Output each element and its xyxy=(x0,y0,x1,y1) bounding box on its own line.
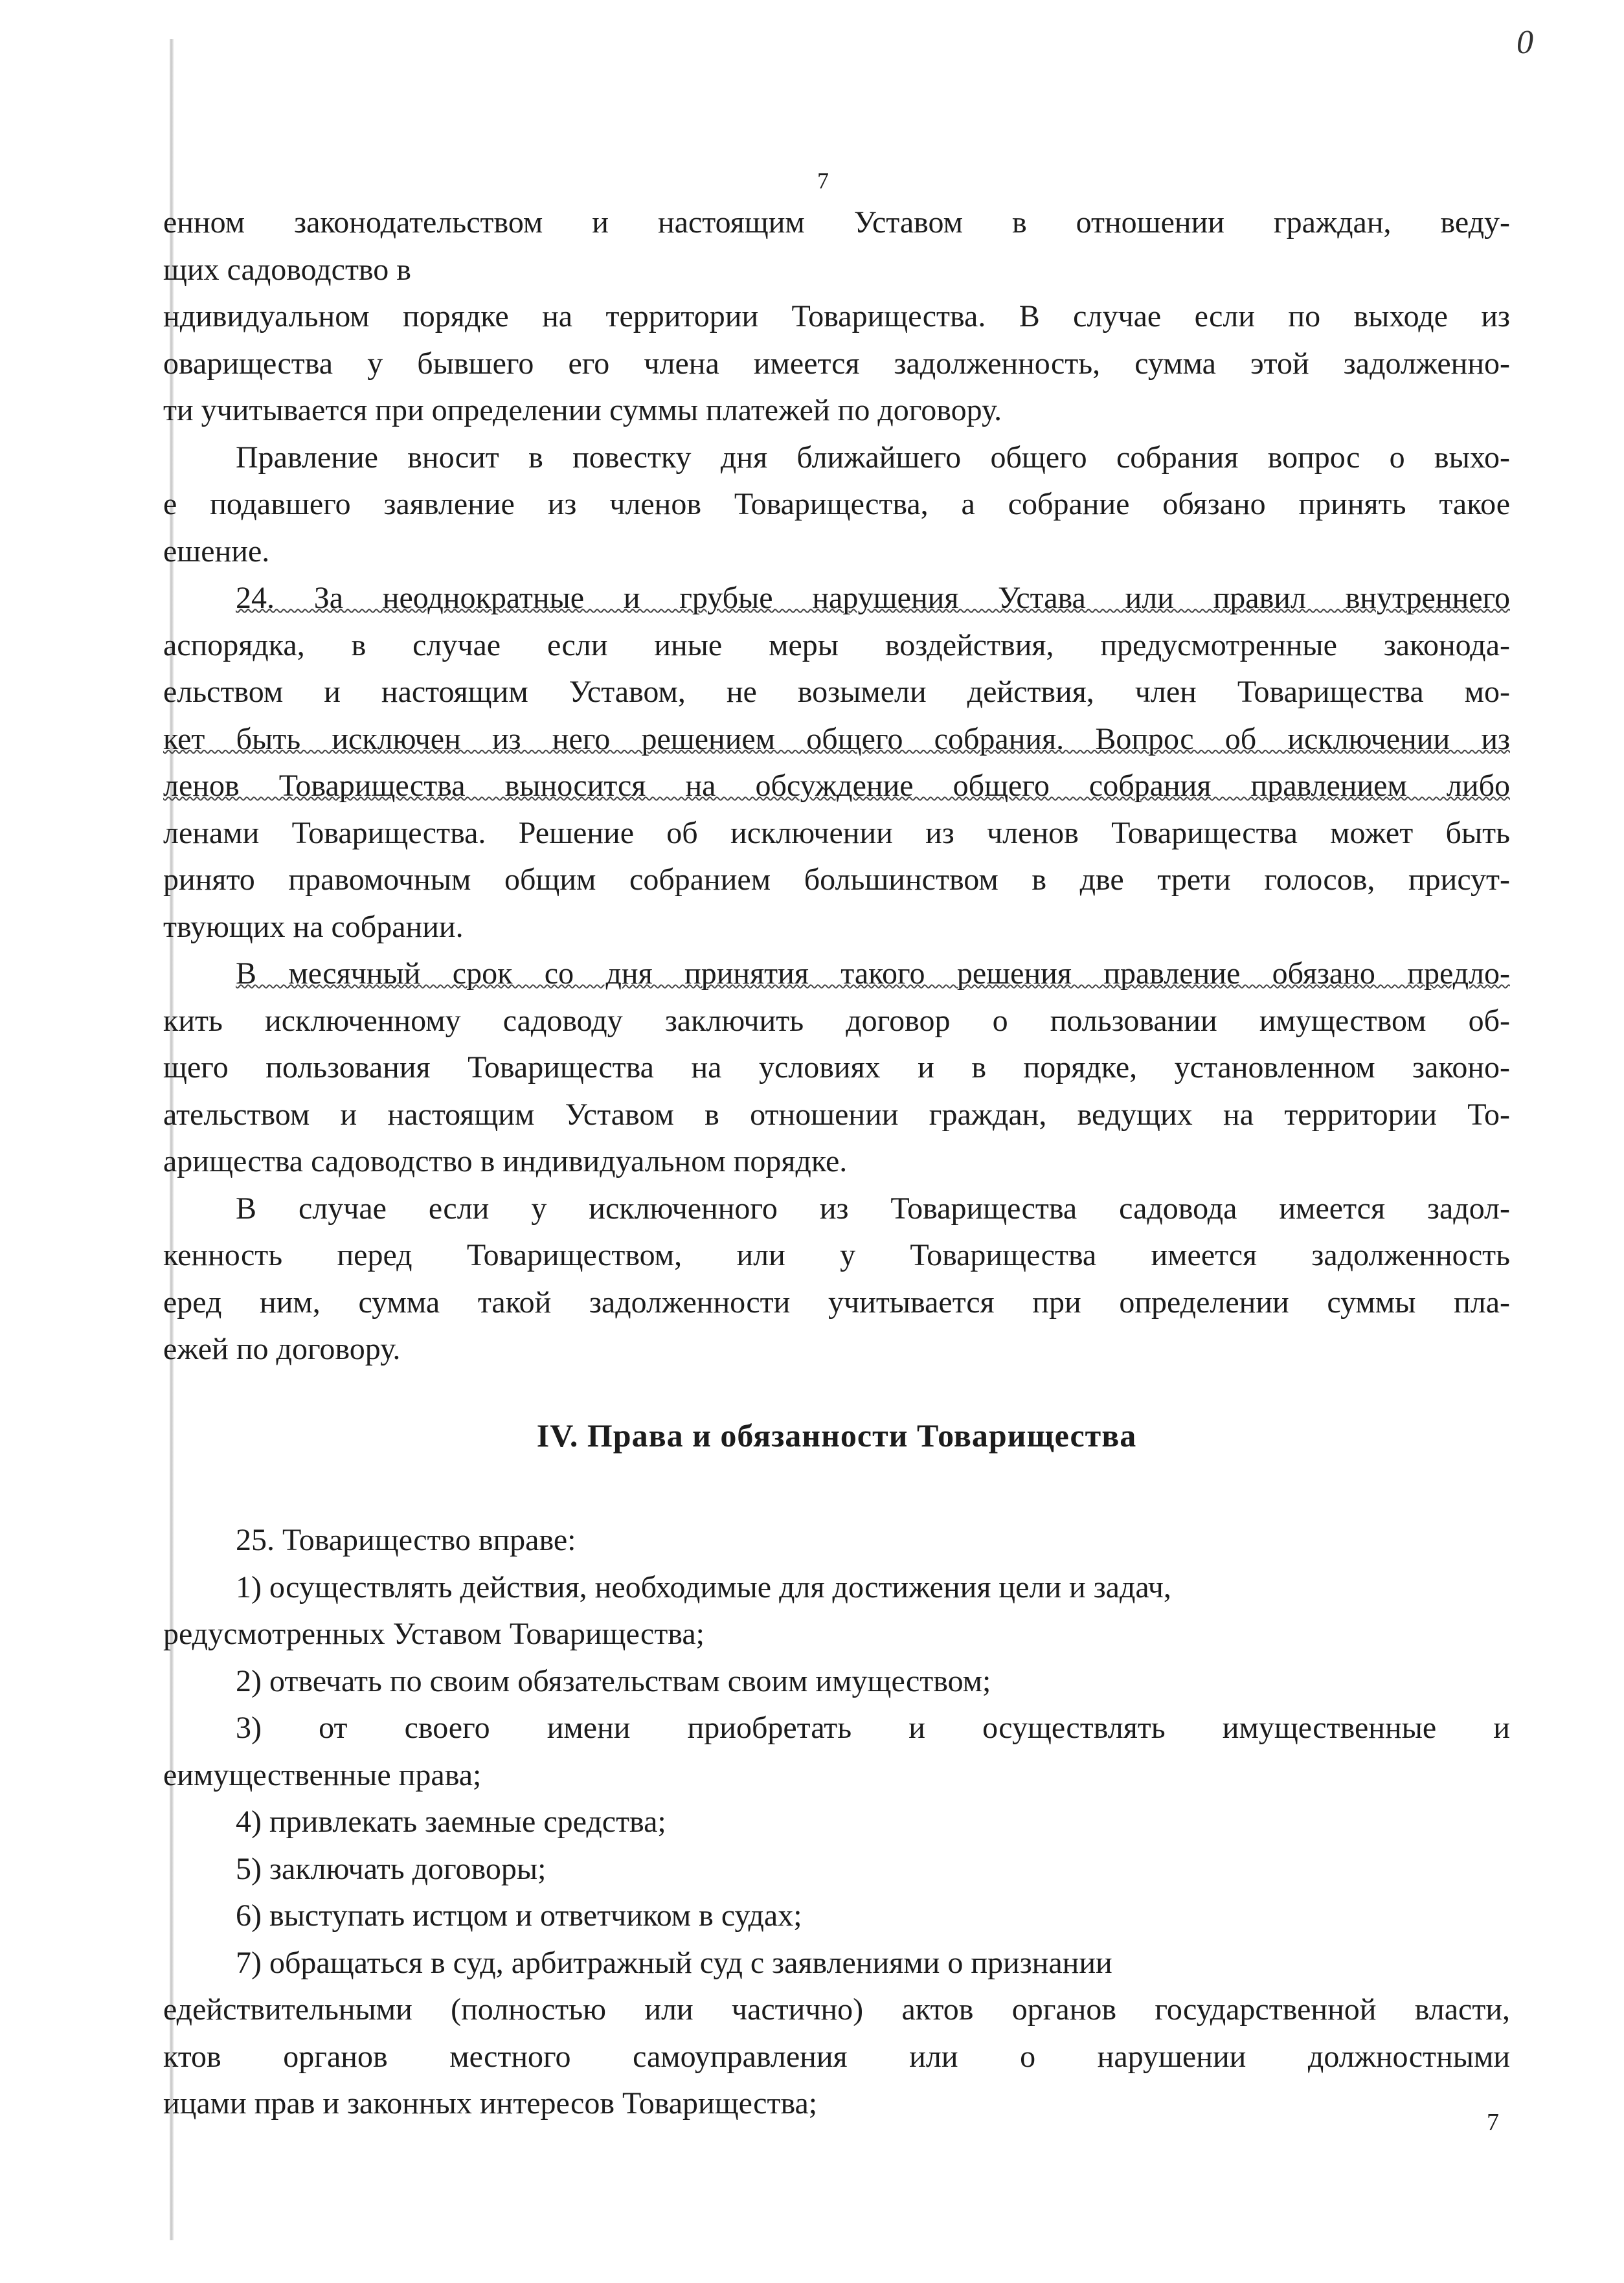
page-number-bottom: 7 xyxy=(1487,2109,1499,2136)
text-line: твующих на собрании. xyxy=(163,909,464,944)
list-item: 4) привлекать заемные средства; xyxy=(236,1805,666,1839)
text-line: аспорядка, в случае если иные меры воздействия, предусмотренные законода- xyxy=(163,627,1510,662)
text-line: ти учитывается при определении суммы платежей по договору. xyxy=(163,393,1002,427)
list-item: 1) осуществлять действия, необходимые для достижения цели и задач, xyxy=(236,1569,1171,1604)
text-line: ктов органов местного самоуправления или о нарушении должностными xyxy=(163,2039,1510,2074)
text-line: ельством и настоящим Уставом, не возымели действия, член Товарищества мо- xyxy=(163,675,1510,709)
text-line: ндивидуальном порядке на территории Товарищества. В случае если по выходе из xyxy=(163,299,1510,333)
text-line: еимущественные права; xyxy=(163,1757,482,1792)
text-line: ешение. xyxy=(163,534,270,568)
text-line-underlined: ленов Товарищества выносится на обсуждение общего собрания правлением либо xyxy=(163,769,1510,803)
list-item: 7) обращаться в суд, арбитражный суд с заявлениями о признании xyxy=(236,1945,1112,1980)
text-line-underlined: кет быть исключен из него решением общего собрания. Вопрос об исключении из xyxy=(163,721,1510,756)
corner-handwritten-mark: 0 xyxy=(1517,24,1533,61)
text-line-underlined: В месячный срок со дня принятия такого решения правление обязано предло- xyxy=(236,956,1510,991)
text-line: Правление вносит в повестку дня ближайшего общего собрания вопрос о выхо- xyxy=(236,440,1510,475)
text-line: ательством и настоящим Уставом в отношении граждан, ведущих на территории То- xyxy=(163,1097,1510,1132)
text-line: щего пользования Товарищества на условиях и в порядке, установленном законо- xyxy=(163,1050,1510,1085)
text-line: арищества садоводство в индивидуальном порядке. xyxy=(163,1144,848,1178)
text-line: кить исключенному садоводу заключить договор о пользовании имуществом об- xyxy=(163,1003,1510,1038)
text-line: едействительными (полностью или частично) актов органов государственной власти, xyxy=(163,1992,1510,2027)
list-item: 2) отвечать по своим обязательствам своим имуществом; xyxy=(236,1663,991,1698)
text-line: В случае если у исключенного из Товарищества садовода имеется задол- xyxy=(236,1191,1510,1226)
section-heading: IV. Права и обязанности Товарищества xyxy=(536,1417,1137,1454)
text-line: 25. Товарищество вправе: xyxy=(236,1523,576,1557)
text-line: е подавшего заявление из членов Товарищества, а собрание обязано принять такое xyxy=(163,487,1510,521)
text-line: кенность перед Товариществом, или у Товарищества имеется задолженность xyxy=(163,1238,1510,1272)
document-body xyxy=(163,199,1510,2128)
text-line: ленами Товарищества. Решение об исключении из членов Товарищества может быть xyxy=(163,815,1510,850)
list-item: 3) от своего имени приобретать и осуществлять имущественные и xyxy=(236,1711,1510,1745)
text-line: редусмотренных Уставом Товарищества; xyxy=(163,1617,705,1651)
list-item: 6) выступать истцом и ответчиком в судах; xyxy=(236,1898,802,1933)
text-line: енном законодательством и настоящим Уставом в отношении граждан, веду- xyxy=(163,205,1510,240)
text-line: оварищества у бывшего его члена имеется задолженность, сумма этой задолженно- xyxy=(163,346,1510,381)
page-number-top: 7 xyxy=(817,168,829,194)
text-line-underlined: 24. За неоднократные и грубые нарушения Устава или правил внутреннего xyxy=(236,581,1510,615)
text-line: еред ним, сумма такой задолженности учитывается при определении суммы пла- xyxy=(163,1285,1510,1320)
list-item: 5) заключать договоры; xyxy=(236,1851,547,1886)
text-line: ринято правомочным общим собранием большинством в две трети голосов, присут- xyxy=(163,862,1510,897)
text-line: щих садоводство в xyxy=(163,252,411,287)
text-line: ежей по договору. xyxy=(163,1332,401,1366)
text-line: ицами прав и законных интересов Товарищества; xyxy=(163,2086,818,2120)
